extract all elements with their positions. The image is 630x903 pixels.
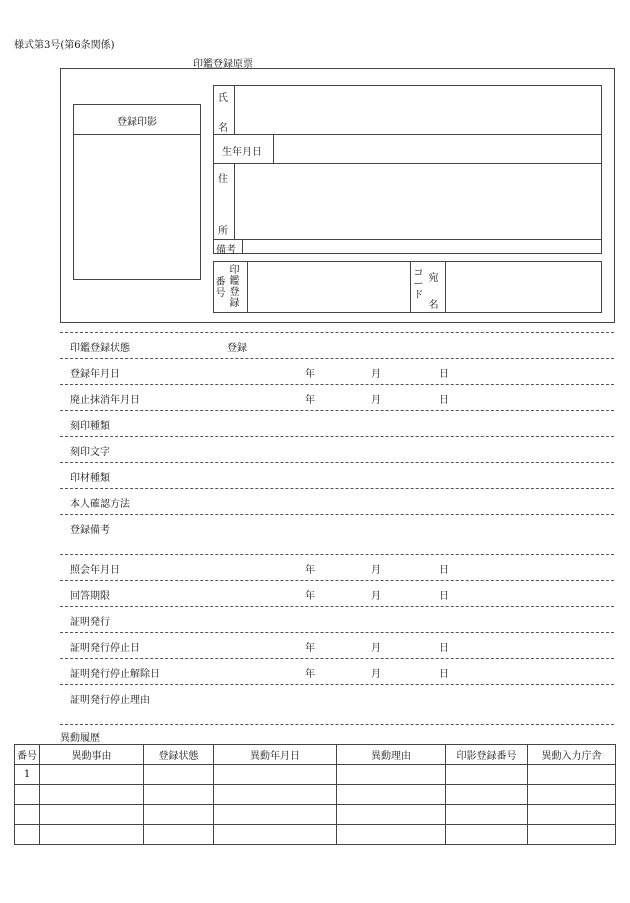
table-cell [214, 805, 337, 825]
history-header-row [15, 745, 616, 765]
seal-number-text: 番号 [215, 277, 226, 299]
row-line-11 [60, 632, 614, 633]
day-label: 日 [439, 395, 449, 406]
row-label-cert-stop-release: 証明発行停止解除日 [70, 669, 160, 680]
row-label-inquiry-date: 照会年月日 [70, 565, 120, 576]
year-label: 年 [305, 669, 315, 680]
form-number: 様式第3号(第6条関係) [14, 40, 115, 51]
code-right-divider [445, 261, 446, 313]
remarks-divider [242, 239, 243, 254]
code-left-divider [410, 261, 411, 313]
table-row [15, 765, 616, 785]
year-label: 年 [305, 565, 315, 576]
table-cell [15, 825, 40, 845]
table-cell [40, 825, 144, 845]
history-header: 異動年月日 [214, 745, 337, 765]
table-cell [40, 785, 144, 805]
table-cell [337, 825, 446, 845]
day-label: 日 [439, 369, 449, 380]
day-label: 日 [439, 669, 449, 680]
day-label: 日 [439, 565, 449, 576]
table-cell [446, 785, 528, 805]
year-label: 年 [305, 591, 315, 602]
row-value-status: 登録 [227, 343, 247, 354]
month-label: 月 [371, 669, 381, 680]
table-cell [144, 825, 214, 845]
row-label-answer-deadline: 回答期限 [70, 591, 110, 602]
table-row [15, 805, 616, 825]
address-char-2: 所 [218, 226, 228, 237]
table-cell [528, 825, 616, 845]
row-line-9 [60, 580, 614, 581]
row-line-1 [60, 358, 614, 359]
name-divider [234, 85, 235, 135]
row-label-cert-stop-reason: 証明発行停止理由 [70, 695, 150, 706]
row-line-6 [60, 488, 614, 489]
table-cell [528, 765, 616, 785]
table-cell [337, 805, 446, 825]
day-label: 日 [439, 591, 449, 602]
row-line-7 [60, 514, 614, 515]
seal-number-divider [247, 261, 248, 313]
table-cell [40, 805, 144, 825]
personal-info-box [213, 85, 602, 254]
table-cell [40, 765, 144, 785]
history-header: 異動入力庁舎 [528, 745, 616, 765]
history-header: 異動事由 [40, 745, 144, 765]
address-char-1: 住 [218, 174, 228, 185]
history-header: 番号 [15, 745, 40, 765]
history-title: 異動履歴 [60, 733, 100, 744]
number-box [213, 261, 602, 313]
row-line-5 [60, 462, 614, 463]
birthdate-label: 生年月日 [222, 147, 262, 158]
row-line-10 [60, 606, 614, 607]
table-cell [528, 785, 616, 805]
history-header: 異動理由 [337, 745, 446, 765]
name-bottom-line [213, 134, 602, 135]
month-label: 月 [371, 395, 381, 406]
row-label-reg-date: 登録年月日 [70, 369, 120, 380]
address-divider [234, 163, 235, 240]
table-cell [214, 785, 337, 805]
history-header: 印影登録番号 [446, 745, 528, 765]
day-label: 日 [439, 643, 449, 654]
table-row [15, 825, 616, 845]
seal-number-label-a [215, 277, 227, 299]
table-cell [214, 825, 337, 845]
row-label-engraving-type: 刻印種類 [70, 421, 110, 432]
seal-box-divider [73, 134, 201, 135]
address-bottom-line [213, 239, 602, 240]
name-char-1: 氏 [218, 93, 228, 104]
month-label: 月 [371, 591, 381, 602]
seal-number-label-b [229, 265, 241, 309]
row-line-2 [60, 384, 614, 385]
birthdate-bottom-line [213, 163, 602, 164]
table-cell [214, 765, 337, 785]
form-title: 印鑑登録原票 [193, 59, 253, 70]
birthdate-divider [273, 134, 274, 164]
row-line-14 [60, 724, 614, 725]
table-cell [446, 765, 528, 785]
table-cell [15, 785, 40, 805]
month-label: 月 [371, 565, 381, 576]
seal-box-label: 登録印影 [117, 117, 157, 128]
table-cell [528, 805, 616, 825]
row-line-8 [60, 554, 614, 555]
table-cell [446, 805, 528, 825]
table-cell [144, 765, 214, 785]
table-cell [446, 825, 528, 845]
seal-registration-text: 印鑑登録 [229, 265, 240, 309]
table-cell [15, 805, 40, 825]
table-cell [144, 805, 214, 825]
remarks-label: 備考 [216, 245, 236, 256]
month-label: 月 [371, 369, 381, 380]
table-cell: 1 [15, 765, 40, 785]
code-label-b [428, 265, 440, 319]
row-label-cert-stop-date: 証明発行停止日 [70, 643, 140, 654]
row-line-12 [60, 658, 614, 659]
row-label-cert-issue: 証明発行 [70, 617, 110, 628]
history-header: 登録状態 [144, 745, 214, 765]
row-label-material: 印材種類 [70, 473, 110, 484]
row-line-0 [60, 332, 614, 333]
row-label-abolish-date: 廃止抹消年月日 [70, 395, 140, 406]
address-name-text: 宛名 [428, 273, 439, 311]
row-line-4 [60, 436, 614, 437]
row-label-status: 印鑑登録状態 [70, 343, 130, 354]
month-label: 月 [371, 643, 381, 654]
row-label-engraving-text: 刻印文字 [70, 447, 110, 458]
seal-impression-box [73, 104, 201, 280]
history-table [14, 744, 616, 845]
row-line-13 [60, 684, 614, 685]
row-label-reg-remarks: 登録備考 [70, 525, 110, 536]
year-label: 年 [305, 643, 315, 654]
table-cell [144, 785, 214, 805]
year-label: 年 [305, 395, 315, 406]
table-cell [337, 785, 446, 805]
code-text: コード [413, 268, 424, 301]
name-char-2: 名 [218, 123, 228, 134]
row-label-id-method: 本人確認方法 [70, 499, 130, 510]
year-label: 年 [305, 369, 315, 380]
row-line-3 [60, 410, 614, 411]
table-cell [337, 765, 446, 785]
code-label-a [413, 268, 425, 301]
table-row [15, 785, 616, 805]
